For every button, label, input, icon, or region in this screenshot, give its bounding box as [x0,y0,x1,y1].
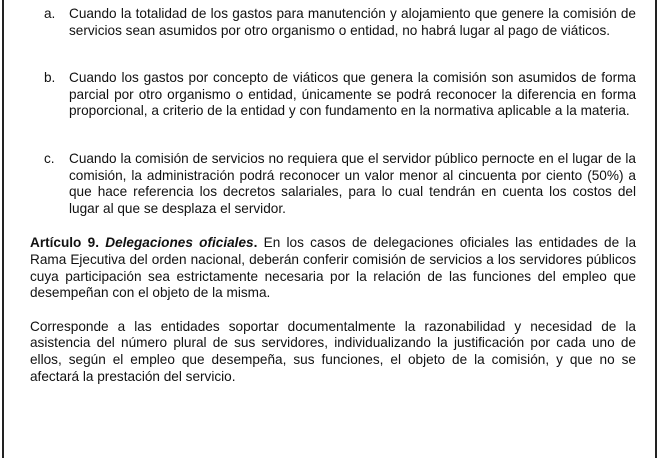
list-item-a [30,6,636,39]
document-page [30,6,636,402]
list-item-text: Cuando los gastos por concepto de viáticos que genera la comisión son asumidos de forma parcial por otro organismo o entidad, únicamente se podrá reconocer la diferencia en forma proporcional, a criterio de la entidad y con fundamento en la normativa aplicable a la materia. [69,70,636,119]
article-label: Artículo 9. [30,235,99,251]
article-title: Delegaciones oficiales [105,235,254,251]
list-marker: c. [44,150,55,166]
list-item-text: Cuando la comisión de servicios no requiera que el servidor público pernocte en el lugar de la comisión, la administración podrá reconocer un valor menor al cincuenta por ciento (50%) a que hace referencia los decretos salariales, para lo cual tendrán en cuenta los costos del lugar al que se desplaza el servidor. [69,150,636,216]
article-body: En los casos de delegaciones oficiales las entidades de la Rama Ejecutiva del orden nacional, deberán conferir comisión de servicios a los servidores públicos cuya participación sea estrictamente necesaria por la relación de las funciones del empleo que desempeñan con el objeto de la misma. [30,235,636,301]
body-paragraph: Corresponde a las entidades soportar documentalmente la razonabilidad y necesidad de la asistencia del número plural de sus servidores, individualizando la justificación por cada uno de ellos, según el empleo que desempeña, sus funciones, el objeto de la comisión, y que no se afectará la prestación del servicio. [30,318,636,384]
list-item-c [30,151,636,217]
list-item-b [30,70,636,120]
article-title-end: . [253,235,258,251]
list-marker: a. [44,6,56,21]
list-item-text: Cuando la totalidad de los gastos para manutención y alojamiento que genere la comisión de servicios sean asumidos por otro organismo o entidad, no habrá lugar al pago de viáticos. [69,6,636,38]
article-paragraph [30,235,636,301]
list-marker: b. [44,70,56,86]
